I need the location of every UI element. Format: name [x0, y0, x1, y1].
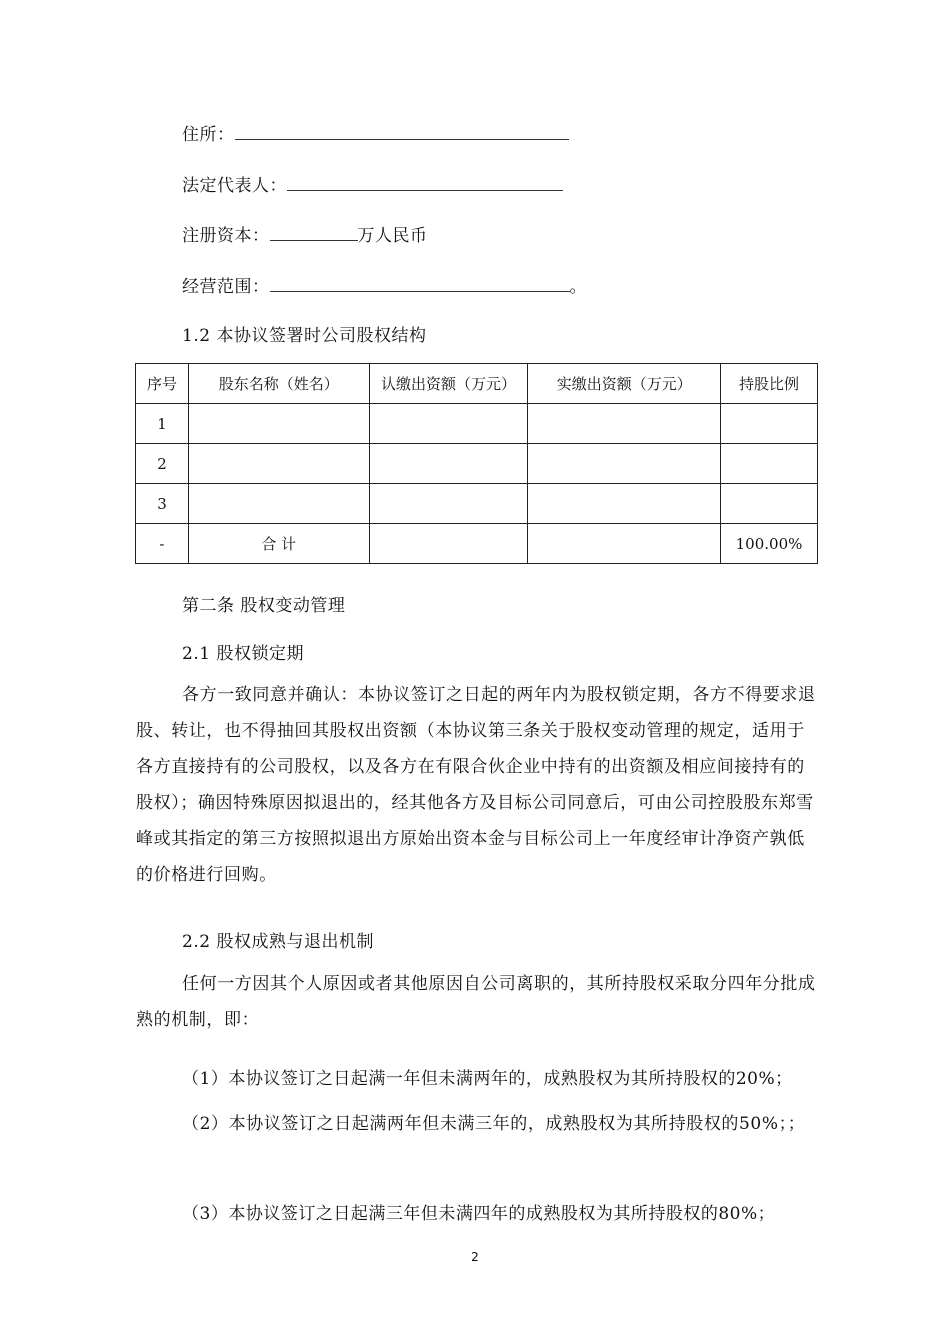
- cell-no: 2: [136, 444, 189, 484]
- capital-label: 注册资本：: [182, 226, 270, 246]
- header-ratio: 持股比例: [721, 364, 818, 404]
- list-item-1: （1）本协议签订之日起满一年但未满两年的，成熟股权为其所持股权的20%；: [182, 1069, 793, 1089]
- table-row: [136, 444, 818, 484]
- equity-structure-table: [135, 363, 818, 564]
- header-no: 序号: [136, 364, 189, 404]
- cell-subscribed: [369, 524, 528, 564]
- cell-no: 1: [136, 404, 189, 444]
- table-row: [136, 484, 818, 524]
- capital-field: [182, 221, 428, 246]
- section-2-1-paragraph: 各方一致同意并确认：本协议签订之日起的两年内为股权锁定期，各方不得要求退股、转让，也不得抽回其股权出资额（本协议第三条关于股权变动管理的规定，适用于各方直接持有的公司股权，以及各方在有限合伙企业中持有的出资额及相应间接持有的股权）；确因特殊原因拟退出的，经其他各方及目标公司同意后，可由公司控股股东郑雪峰或其指定的第三方按照拟退出方原始出资本金与目标公司上一年度经审计净资产孰低的价格进行回购。: [136, 685, 816, 885]
- cell-paid: [528, 484, 721, 524]
- cell-ratio: [721, 444, 818, 484]
- address-label: 住所：: [182, 125, 235, 145]
- cell-total-ratio: 100.00%: [721, 524, 818, 564]
- cell-no: 3: [136, 484, 189, 524]
- header-shareholder: 股东名称（姓名）: [188, 364, 369, 404]
- section-1-2-heading: 1.2 本协议签署时公司股权结构: [182, 326, 427, 346]
- cell-ratio: [721, 404, 818, 444]
- cell-paid: [528, 404, 721, 444]
- cell-subscribed: [369, 444, 528, 484]
- cell-subscribed: [369, 404, 528, 444]
- cell-no: -: [136, 524, 189, 564]
- table-total-row: [136, 524, 818, 564]
- cell-total-label: 合 计: [188, 524, 369, 564]
- address-blank: [235, 123, 569, 140]
- legal-rep-label: 法定代表人：: [182, 176, 287, 196]
- section-2-2-heading: 2.2 股权成熟与退出机制: [182, 932, 374, 952]
- cell-ratio: [721, 484, 818, 524]
- capital-unit: 万人民币: [357, 226, 428, 246]
- scope-field: [182, 272, 587, 297]
- scope-end: 。: [569, 277, 587, 297]
- table-row: [136, 404, 818, 444]
- cell-subscribed: [369, 484, 528, 524]
- scope-label: 经营范围：: [182, 277, 270, 297]
- section-2-2-paragraph: 任何一方因其个人原因或者其他原因自公司离职的，其所持股权采取分四年分批成熟的机制，即：: [136, 974, 816, 1030]
- scope-blank: [270, 275, 570, 292]
- cell-paid: [528, 524, 721, 564]
- legal-rep-field: [182, 171, 563, 196]
- capital-blank: [270, 224, 358, 241]
- section-2-1-heading: 2.1 股权锁定期: [182, 644, 304, 664]
- page-number: 2: [471, 1250, 479, 1264]
- header-paid: 实缴出资额（万元）: [528, 364, 721, 404]
- cell-shareholder: [188, 444, 369, 484]
- article-2-heading: 第二条 股权变动管理: [182, 596, 346, 616]
- header-subscribed: 认缴出资额（万元）: [369, 364, 528, 404]
- cell-shareholder: [188, 404, 369, 444]
- list-item-3: （3）本协议签订之日起满三年但未满四年的成熟股权为其所持股权的80%；: [182, 1204, 776, 1224]
- cell-paid: [528, 444, 721, 484]
- legal-rep-blank: [287, 174, 563, 191]
- cell-shareholder: [188, 484, 369, 524]
- list-item-2: （2）本协议签订之日起满两年但未满三年的，成熟股权为其所持股权的50%；；: [182, 1114, 806, 1134]
- table-header-row: [136, 364, 818, 404]
- address-field: [182, 120, 569, 145]
